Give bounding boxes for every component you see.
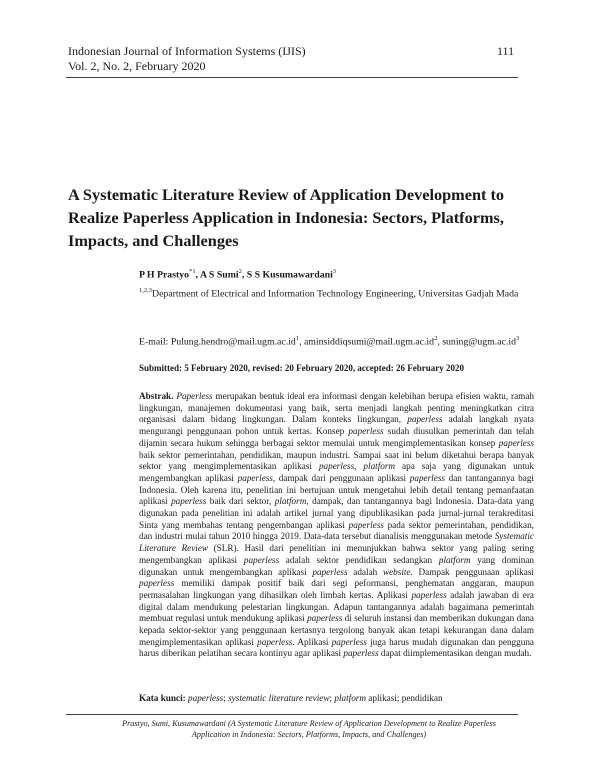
affiliation: $^{1,2,3}$Department of Electrical and Information Technology Engineering, Universitas Gadjah Mada xyxy=(139,287,519,300)
author-name: P H Prastyo xyxy=(139,269,190,281)
running-header xyxy=(68,44,306,74)
header-divider xyxy=(66,77,518,78)
journal-name: Indonesian Journal of Information Systems (IJIS) xyxy=(68,44,306,58)
keywords-label: Kata kunci: xyxy=(139,693,186,703)
author-name: A S Sumi xyxy=(199,269,239,281)
abstract: Abstrak. Paperless merupakan bentuk ideal era informasi dengan kelebihan berupa efisien waktu, ramah lingkungan, manajemen dokumentasi yang baik, serta menjadi langkah penting meningkatkan citra organisasi dalam bidang lingkungan. Dalam konteks lingkungan, paperless adalah langkah nyata mengurangi penggunaan pohon untuk kertas. Konsep paperless sudah diusulkan pemerintah dan telah dijamin secara hukum sehingga berbagai sektor memulai untuk mengimplementasikan konsep paperless baik sektor pemerintahan, pendidikan, maupun industri. Sampai saat ini belum diketahui berapa banyak sektor yang mengimplementasikan aplikasi paperless, platform apa saja yang digunakan untuk mengembangkan aplikasi paperless, dampak dari penggunaan aplikasi paperless dan tantangannya bagi Indonesia. Oleh karena itu, penelitian ini bertujuan untuk mengetahui lebih detail tentang pemanfaatan aplikasi paperless baik dari sektor, platform, dampak, dan tantangannya bagi Indonesia. Data-data yang digunakan pada penelitian ini adalah artikel jurnal yang dipublikasikan pada jurnal-jurnal terakreditasi Sinta yang membahas tentang pengembangan aplikasi paperless pada sektor pemerintahan, pendidikan, dan industri mulai tahun 2010 hingga 2019. Data-data tersebut dianalisis menggunakan metode Systematic Literature Review (SLR). Hasil dari penelitian ini menunjukkan bahwa sektor yang paling sering mengembangkan aplikasi paperless adalah sektor pendidikan sedangkan platform yang dominan digunakan untuk mengembangkan aplikasi paperless adalah website. Dampak penggunaan aplikasi paperless memiliki dampak positif baik dari segi peformansi, penghematan anggaran, maupun permasalahan lingkungan yang dihasilkan oleh limbah kertas. Aplikasi paperless adalah jawaban di era digital dalam mendukung pelestarian lingkungan. Adapun tantangannya adalah bagaimana pemerintah membuat regulasi untuk mendukung aplikasi paperless di seluruh instansi dan memberikan dukungan dana kepada sektor-sektor yang penggunaan kertasnya tergolong banyak akan tetapi kekurangan dana dalam mengimplementasikan aplikasi paperless. Aplikasi paperless juga harus mudah digunakan dan pengguna harus diberikan pelatihan secara kontinyu agar aplikasi paperless dapat diimplementasikan dengan mudah. xyxy=(139,391,535,659)
email-link[interactable]: aminsiddiqsumi@mail.ugm.ac.id xyxy=(303,336,435,348)
email-link[interactable]: suning@ugm.ac.id xyxy=(442,336,517,348)
journal-volume: Vol. 2, No. 2, February 2020 xyxy=(68,59,206,73)
footer-citation-line-2: Application in Indonesia: Sectors, Platforms, Impacts, and Challenges) xyxy=(191,730,427,739)
author-list: P H Prastyo$^{*1}$, A S Sumi$^2$, S S Kusumawardani$^3$ xyxy=(139,268,337,281)
submission-dates: Submitted: 5 February 2020, revised: 20 February 2020, accepted: 26 February 2020 xyxy=(139,363,465,373)
email-list: E-mail: $Pulung.hendro@mail.ugm.ac.id^1$, $aminsiddiqsumi@mail.ugm.ac.id^2$, $suning@ugm.ac.id^3$ xyxy=(139,335,520,348)
author-name: S S Kusumawardani xyxy=(246,269,333,281)
footer-citation-line-1: Prastyo, Sumi, Kusumawardani (A Systematic Literature Review of Application Development to Realize Paperless xyxy=(122,719,496,728)
page-number: 111 xyxy=(497,44,515,58)
abstract-label: Abstrak. xyxy=(139,391,174,401)
keywords: Kata kunci: paperless; systematic literature review; platform aplikasi; pendidikan xyxy=(139,693,443,703)
footer-divider xyxy=(66,714,518,715)
email-link[interactable]: Pulung.hendro@mail.ugm.ac.id xyxy=(170,336,296,348)
paper-title: A Systematic Literature Review of Application Development to Realize Paperless Application in Indonesia: Sectors, Platforms, Impacts, and Challenges xyxy=(68,185,505,250)
running-footer xyxy=(66,718,552,740)
